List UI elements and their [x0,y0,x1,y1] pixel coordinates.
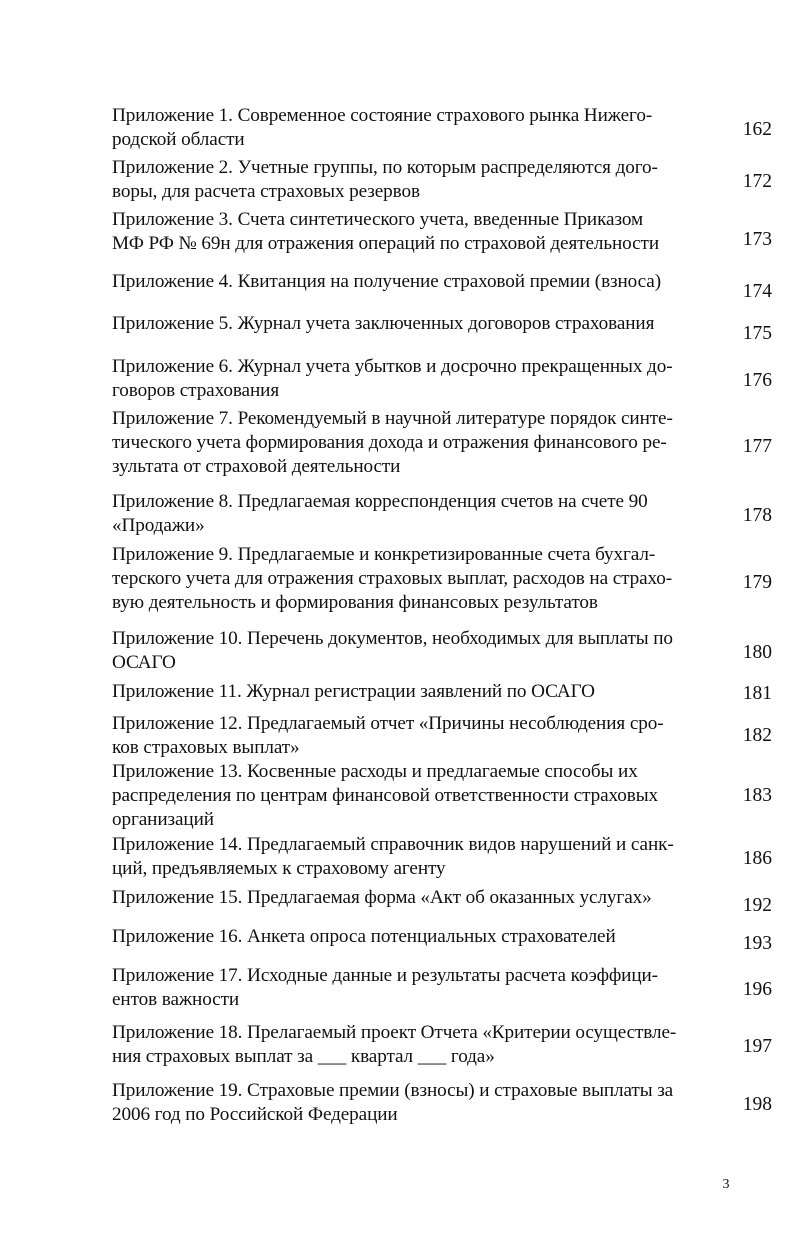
toc-entry-11 [112,680,772,710]
toc-entry-title: Приложение 1. Современное состояние страхового рынка Нижего- родской области [112,105,653,150]
toc-entry-page: 182 [742,725,772,746]
toc-entry-page: 196 [742,979,772,1000]
toc-entry-page: 178 [742,505,772,526]
toc-entry-8 [112,490,772,538]
toc-entry-4 [112,270,772,300]
toc-entry-5 [112,312,772,342]
toc-entry-7 [112,407,772,479]
toc-entry-title: Приложение 17. Исходные данные и результаты расчета коэффици- ентов важности [112,965,658,1010]
toc-entry-page: 180 [742,642,772,663]
toc-entry-page: 179 [742,572,772,593]
page-number: 3 [722,1177,730,1192]
toc-entry-page: 176 [742,370,772,391]
toc-entry-title: Приложение 12. Предлагаемый отчет «Причины несоблюдения сро- ков страховых выплат» [112,713,664,758]
toc-entry-title: Приложение 2. Учетные группы, по которым распределяются дого- воры, для расчета страховых резервов [112,157,658,202]
toc-entry-title: Приложение 6. Журнал учета убытков и досрочно прекращенных до- говоров страхования [112,356,673,401]
toc-entry-page: 173 [742,229,772,250]
toc-entry-17 [112,964,772,1012]
toc-entry-page: 197 [742,1036,772,1057]
toc-entry-title: Приложение 13. Косвенные расходы и предлагаемые способы их распределения по центрам финансовой ответственности страховых организаций [112,761,659,830]
toc-entry-page: 192 [742,895,772,916]
toc-entry-18 [112,1021,772,1069]
toc-entry-page: 186 [742,848,772,869]
toc-entry-15 [112,886,772,916]
toc-entry-3 [112,208,772,256]
toc-entry-title: Приложение 11. Журнал регистрации заявлений по ОСАГО [112,681,595,702]
toc-entry-title: Приложение 8. Предлагаемая корреспонденция счетов на счете 90 «Продажи» [112,491,648,536]
toc-entry-title: Приложение 16. Анкета опроса потенциальных страхователей [112,926,616,947]
toc-entry-title: Приложение 18. Прелагаемый проект Отчета «Критерии осуществле- ния страховых выплат за ___ квартал ___ года» [112,1022,677,1067]
toc-entry-page: 172 [742,171,772,192]
toc-entry-page: 181 [742,683,772,704]
toc-entry-title: Приложение 15. Предлагаемая форма «Акт об оказанных услугах» [112,887,652,908]
toc-entry-title: Приложение 7. Рекомендуемый в научной литературе порядок синте- тического учета формирования дохода и отражения финансового ре- зультата от страховой деятельности [112,408,673,477]
toc-entry-13 [112,760,772,832]
toc-entry-2 [112,156,772,204]
toc-entry-title: Приложение 4. Квитанция на получение страховой премии (взноса) [112,271,662,292]
toc-entry-page: 175 [742,323,772,344]
toc-entry-page: 193 [742,933,772,954]
toc-entry-title: Приложение 19. Страховые премии (взносы) и страховые выплаты за 2006 год по Российской Федерации [112,1080,674,1125]
toc-entry-1 [112,104,772,152]
toc-entry-title: Приложение 3. Счета синтетического учета, введенные Приказом МФ РФ № 69н для отражения операций по страховой деятельности [112,209,660,254]
toc-entry-page: 183 [742,785,772,806]
toc-entry-title: Приложение 9. Предлагаемые и конкретизированные счета бухгал- терского учета для отражения страховых выплат, расходов на страхо- вую деятельность и формирования финансовых результатов [112,544,673,613]
toc-entry-page: 174 [742,281,772,302]
toc-entry-title: Приложение 10. Перечень документов, необходимых для выплаты по ОСАГО [112,628,673,673]
toc-entry-9 [112,543,772,615]
toc-entry-14 [112,833,772,881]
toc-entry-10 [112,627,772,675]
toc-entry-19 [112,1079,772,1127]
toc-entry-title: Приложение 5. Журнал учета заключенных договоров страхования [112,313,655,334]
toc-entry-12 [112,712,772,760]
toc-entry-6 [112,355,772,403]
toc-entry-title: Приложение 14. Предлагаемый справочник видов нарушений и санк- ций, предъявляемых к страховому агенту [112,834,674,879]
toc-entry-page: 162 [742,119,772,140]
toc-entry-page: 177 [742,436,772,457]
toc-entry-page: 198 [742,1094,772,1115]
toc-entry-16 [112,925,772,955]
